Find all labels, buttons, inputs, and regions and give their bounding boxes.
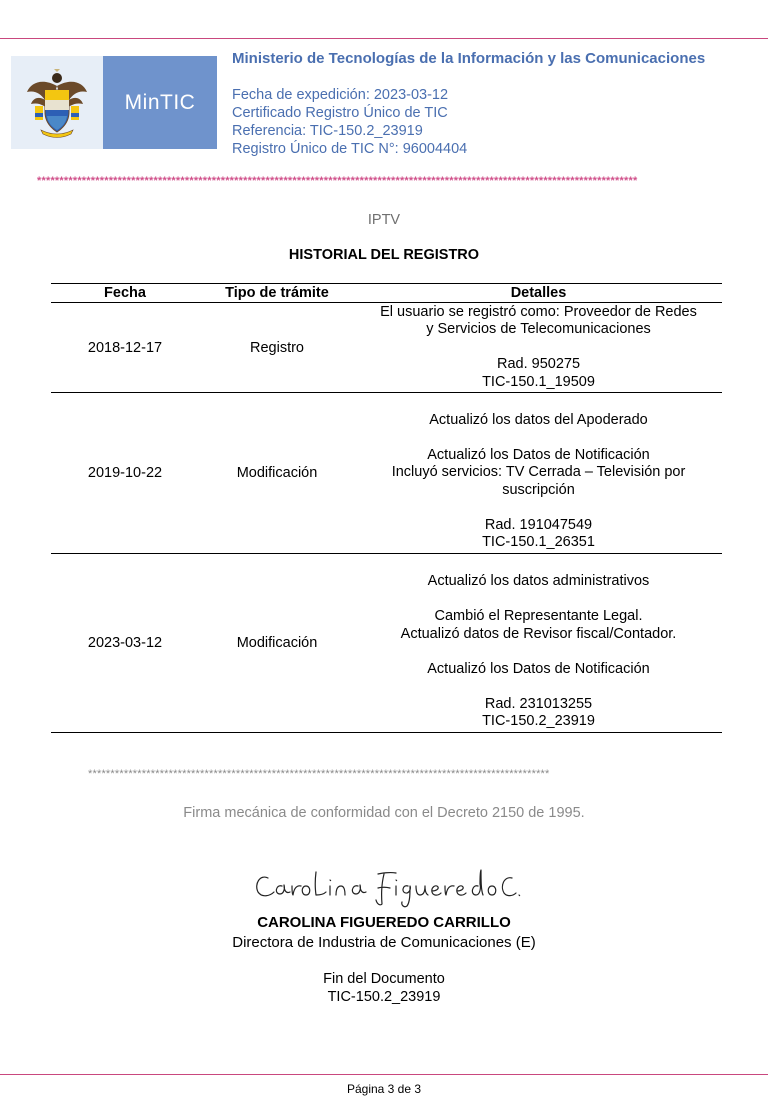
coat-of-arms-icon [11,56,103,149]
table-row [51,303,722,393]
detail-line [355,643,722,661]
issue-date: Fecha de expedición: 2023-03-12 [232,87,449,103]
detail-line: Rad. 191047549 [484,516,593,533]
page-number: Página 3 de 3 [346,1082,422,1096]
row-date: 2018-12-17 [51,303,199,393]
mintic-wordmark: MinTIC [103,56,217,149]
table-header-row [51,284,722,303]
column-header-tipo: Tipo de trámite [199,284,355,303]
detail-line [355,339,722,357]
row-details [355,393,722,554]
service-name: IPTV [367,212,401,228]
detail-line: Actualizó los datos del Apoderado [429,411,648,428]
detail-line: Rad. 231013255 [484,695,593,712]
mechanical-signature-note: Firma mecánica de conformidad con el Decreto 2150 de 1995. [183,805,585,821]
row-date: 2019-10-22 [51,393,199,554]
row-details [355,303,722,393]
detail-line [355,394,722,412]
detail-line [355,591,722,609]
top-rule [0,38,768,39]
row-type: Modificación [199,554,355,733]
detail-line: TIC-150.1_19509 [482,373,595,390]
row-date: 2023-03-12 [51,554,199,733]
detail-line [355,499,722,517]
detail-line [355,429,722,447]
signer-name: CAROLINA FIGUEREDO CARRILLO [257,914,511,931]
row-type: Registro [199,303,355,393]
certificate-type: Certificado Registro Único de TIC [232,105,448,121]
detail-line: suscripción [502,481,575,498]
row-type: Modificación [199,393,355,554]
detail-line: Rad. 950275 [496,356,581,373]
mintic-logo [11,56,217,149]
signer-role: Directora de Industria de Comunicaciones (E) [232,934,536,951]
detail-line: y Servicios de Telecomunicaciones [426,321,651,338]
reference-number: Referencia: TIC-150.2_23919 [232,123,423,139]
end-reference: TIC-150.2_23919 [327,989,441,1005]
bottom-rule [0,1074,768,1075]
column-header-detalles: Detalles [355,284,722,303]
detail-line: Actualizó los Datos de Notificación [427,446,650,463]
section-title: HISTORIAL DEL REGISTRO [288,247,480,263]
column-header-fecha: Fecha [51,284,199,303]
certificate-meta [232,86,467,158]
separator-top: ************************************************************************************************************************************** [37,175,638,187]
detail-line: El usuario se registró como: Proveedor de Redes [380,303,697,320]
end-label: Fin del Documento [323,971,445,987]
registry-history-table [51,283,722,733]
detail-line: Incluyó servicios: TV Cerrada – Televisión por [391,464,686,481]
row-details [355,554,722,733]
detail-line: TIC-150.1_26351 [482,534,595,551]
detail-line: Actualizó los Datos de Notificación [427,660,650,677]
handwritten-signature [250,864,525,910]
table-row [51,554,722,733]
ministry-name: Ministerio de Tecnologías de la Información y las Comunicaciones [232,50,706,67]
separator-bottom: ******************************************************************************************************* [88,768,550,780]
end-of-document [0,970,768,1006]
detail-line [355,556,722,574]
detail-line: Actualizó datos de Revisor fiscal/Contador. [400,625,677,642]
detail-line [355,678,722,696]
detail-line: Cambió el Representante Legal. [434,608,643,624]
detail-line: TIC-150.2_23919 [482,713,595,729]
registry-number: Registro Único de TIC N°: 96004404 [232,141,468,157]
detail-line: Actualizó los datos administrativos [427,573,650,589]
table-row [51,393,722,554]
